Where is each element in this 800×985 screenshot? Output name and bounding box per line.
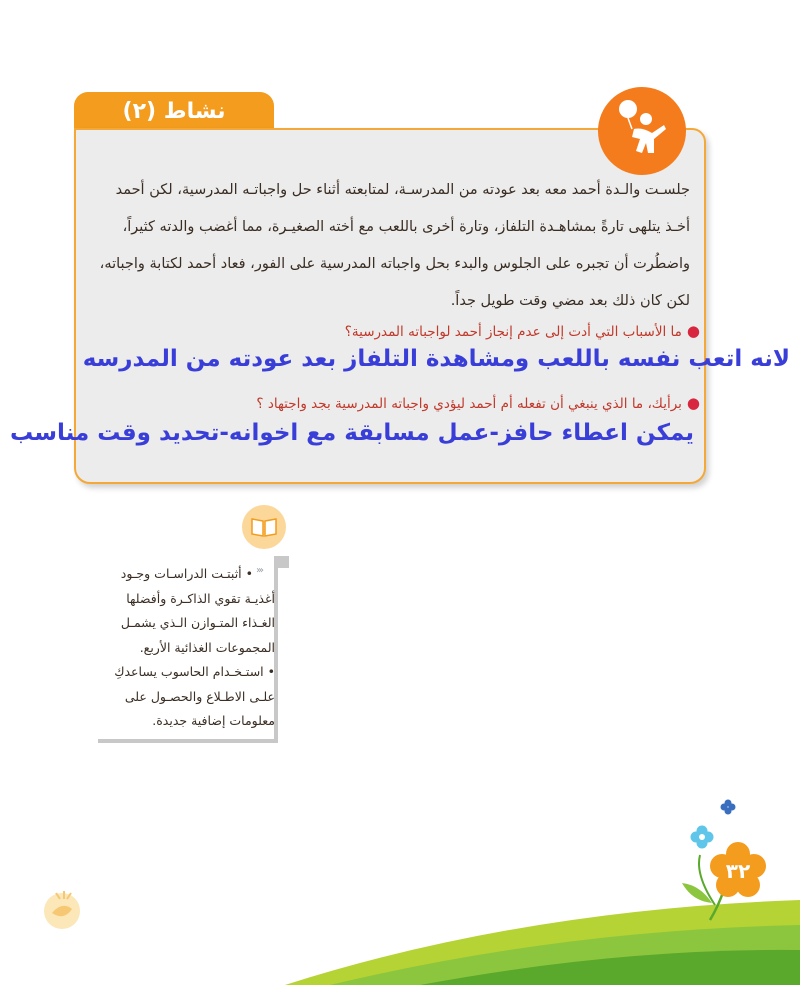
side-note-tab: [277, 556, 289, 568]
paragraph-line: جلسـت والـدة أحمد معه بعد عودته من المدرسـة، لمتابعته أثناء حل واجباتـه المدرسية، لكن أحمد: [115, 182, 690, 198]
note-line: علـى الاطـلاع والحصـول على: [124, 688, 275, 704]
note-line: الغـذاء المتـوازن الـذي يشمـل: [120, 615, 275, 630]
page-number: ٣٢: [725, 859, 751, 883]
question-1: [100, 322, 700, 340]
publisher-logo-icon: [38, 883, 86, 933]
side-note-text: [103, 562, 275, 734]
note-line: معلومات إضافية جديدة.: [152, 713, 275, 728]
paragraph-line: لكن كان ذلك بعد مضي وقت طويل جداً.: [450, 293, 690, 309]
paragraph-line: واضطُرت أن تجبره على الجلوس والبدء بحل واجباته المدرسية على الفور، فعاد أحمد لكتابة واجباته،: [99, 256, 690, 272]
question-1-text: ما الأسباب التي أدت إلى عدم إنجاز أحمد لواجباته المدرسية؟: [344, 324, 682, 340]
note-arrows-icon: ›››: [256, 565, 262, 576]
activity-tab: [74, 92, 274, 130]
note-line: أغذيـة تقوي الذاكـرة وأفضلها: [126, 590, 275, 606]
paragraph-line: أخـذ يتلهى تارةً بمشاهـدة التلفاز، وتارة أخرى باللعب مع أخته الصغيـرة، مما أغضب والدته كثيراً،: [122, 219, 690, 235]
note-icon: [242, 505, 286, 549]
bullet-dot-icon: ●: [686, 322, 700, 340]
activity-icon: [598, 87, 686, 175]
question-2: [100, 394, 700, 412]
activity-paragraph: [92, 172, 690, 320]
note-line: المجموعات الغذائية الأربع.: [139, 639, 275, 655]
child-balloon-icon: [598, 87, 686, 175]
answer-2: يمكن اعطاء حافز-عمل مسابقة مع اخوانه-تحديد وقت مناسب: [10, 420, 694, 446]
book-icon: [242, 505, 286, 549]
bullet-dot-icon: ●: [686, 394, 700, 412]
note-line: • أثبتـت الدراسـات وجـود: [120, 566, 253, 581]
answer-1: لانه اتعب نفسه باللعب ومشاهدة التلفاز بعد عودته من المدرسه: [82, 346, 790, 372]
question-2-text: برأيك، ما الذي ينبغي أن تفعله أم أحمد ليؤدي واجباته المدرسية بجد واجتهاد ؟: [256, 396, 682, 412]
activity-title: نشاط (٢): [122, 98, 226, 124]
note-line: • استـخـدام الحاسوب يساعدكِ: [114, 664, 275, 679]
